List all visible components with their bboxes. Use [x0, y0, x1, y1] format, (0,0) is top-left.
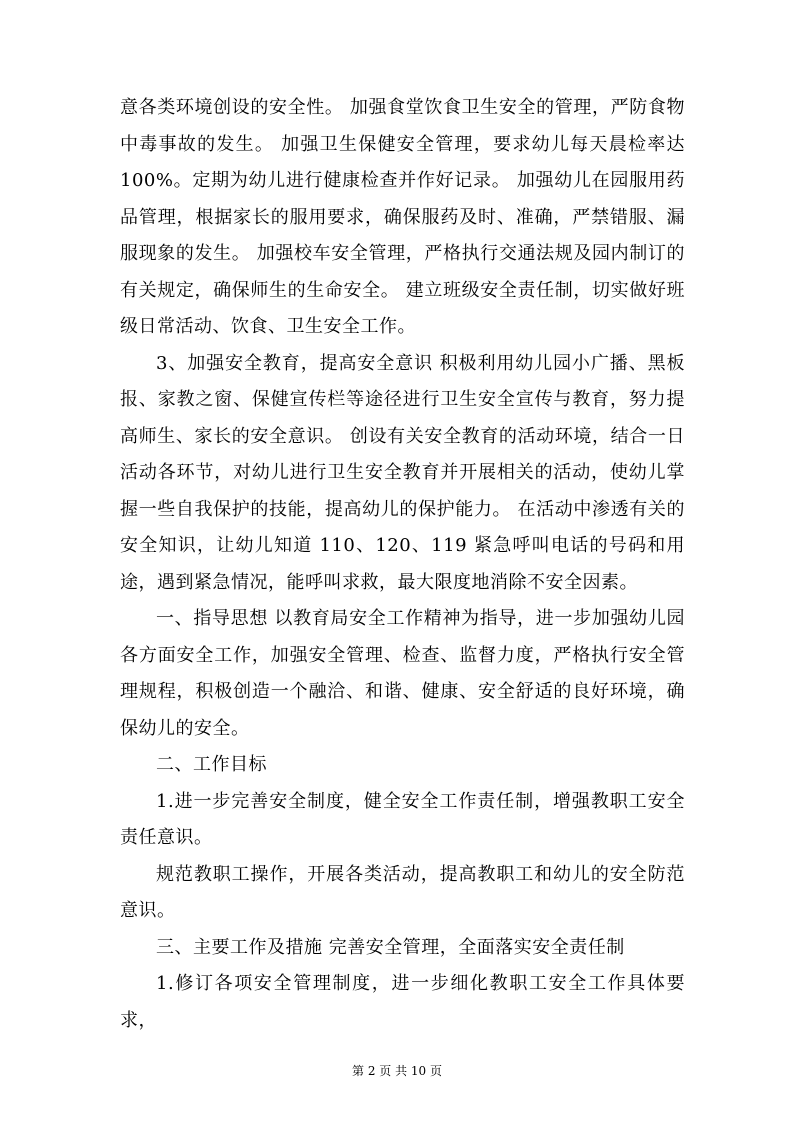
paragraph-guiding-ideology: 一、指导思想 以教育局安全工作精神为指导，进一步加强幼儿园各方面安全工作，加强安全管理、检查、监督力度，严格执行安全管理规程，积极创造一个融洽、和谐、健康、安全舒适的良好环境，确保幼儿的安全。	[120, 608, 685, 739]
paragraph-measure-1: 1.修订各项安全管理制度，进一步细化教职工安全工作具体要求，	[120, 973, 685, 1031]
paragraph-safety-education: 3、加强安全教育，提高安全意识 积极利用幼儿园小广播、黑板报、家教之窗、保健宣传栏等途径进行卫生安全宣传与教育，努力提高师生、家长的安全意识。 创设有关安全教育的活动环境，结合一日活动各环节，对幼儿进行卫生安全教育并开展相关的活动，使幼儿掌握一些自我保护的技能，提高幼儿的保护能力。 在活动中渗透有关的安全知识，让幼儿知道 110、120、119 紧急呼叫电话的号码和用途，遇到紧急情况，能呼叫求救，最大限度地消除不安全因素。	[120, 352, 685, 593]
heading-work-goals: 二、工作目标	[156, 754, 267, 775]
paragraph-goal-1: 1.进一步完善安全制度，健全安全工作责任制，增强教职工安全责任意识。	[120, 790, 685, 848]
page-number-footer: 第 2 页 共 10 页	[352, 1064, 442, 1078]
document-body	[120, 90, 685, 1039]
heading-main-work-measures: 三、主要工作及措施 完善安全管理，全面落实安全责任制	[156, 936, 625, 958]
paragraph-goal-2: 规范教职工操作，开展各类活动，提高教职工和幼儿的安全防范意识。	[120, 863, 685, 921]
paragraph-environment-safety: 意各类环境创设的安全性。 加强食堂饮食卫生安全的管理，严防食物中毒事故的发生。 加强卫生保健安全管理，要求幼儿每天晨检率达 100%。定期为幼儿进行健康检查并作好记录。 加强幼儿在园服用药品管理，根据家长的服用要求，确保服药及时、准确，严禁错服、漏服现象的发生。 加强校车安全管理，严格执行交通法规及园内制订的有关规定，确保师生的生命安全。 建立班级安全责任制，切实做好班级日常活动、饮食、卫生安全工作。	[120, 97, 685, 337]
